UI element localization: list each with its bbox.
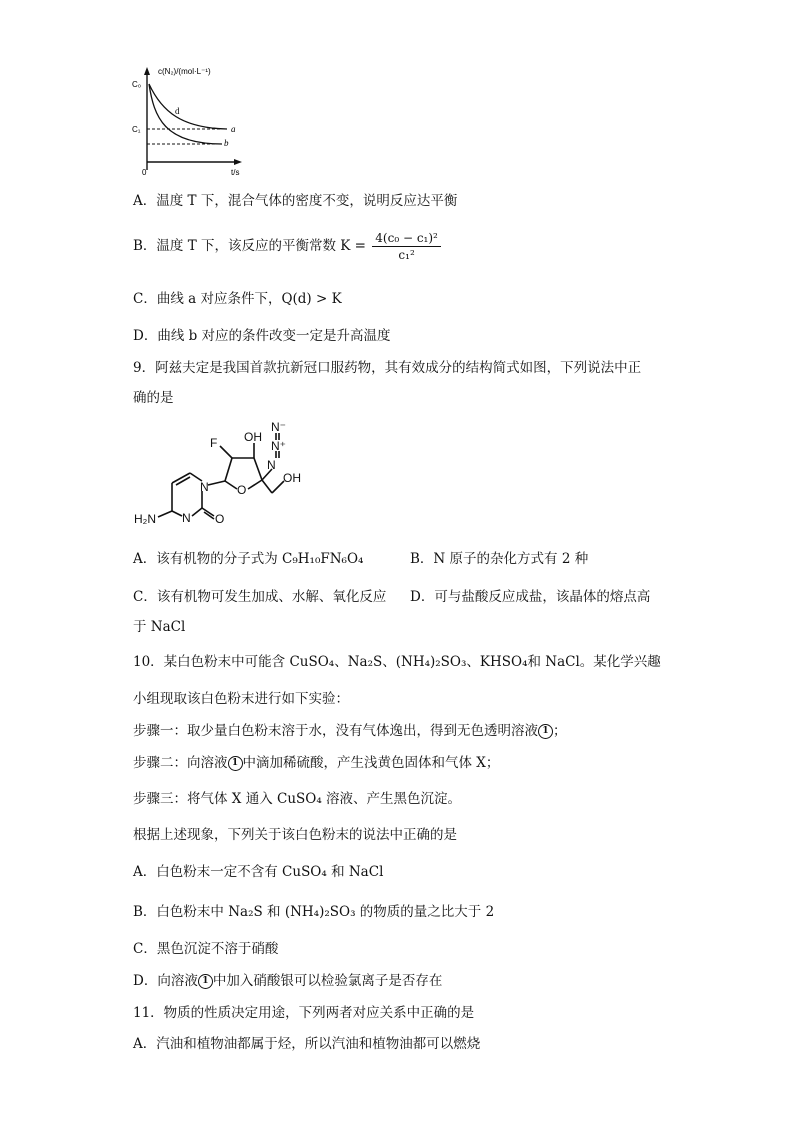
q9-option-b: B．N 原子的杂化方式有 2 种: [410, 551, 589, 567]
q10-option-d: [133, 971, 442, 991]
q11-stem: 11．物质的性质决定用途，下列两者对应关系中正确的是: [133, 1005, 475, 1021]
q10-step2: [133, 753, 499, 773]
atom-n-minus: N⁻: [271, 420, 286, 434]
q10-option-d-b: 中加入硝酸银可以检验氯离子是否存在: [212, 973, 443, 989]
q9-option-d-line1: D．可与盐酸反应成盐，该晶体的熔点高: [410, 589, 651, 605]
q8-option-b: [133, 228, 441, 264]
c0-label: C₀: [132, 80, 142, 89]
q10-step1-end: ；: [553, 723, 567, 739]
q10-question: 根据上述现象，下列关于该白色粉末的说法中正确的是: [133, 827, 457, 843]
equilibrium-constant-fraction: [372, 230, 441, 263]
q9-option-d-line2: 于 NaCl: [133, 619, 186, 635]
atom-f: F: [210, 436, 218, 450]
q10-stem-line1: 10．某白色粉末中可能含 CuSO₄、Na₂S、(NH₄)₂SO₃、KHSO₄和 NaCl。某化学兴趣: [133, 654, 661, 670]
q10-option-b: B．白色粉末中 Na₂S 和 (NH₄)₂SO₃ 的物质的量之比大于 2: [133, 904, 495, 920]
q8-option-b-text: B．温度 T 下，该反应的平衡常数 K =: [133, 238, 366, 254]
atom-o-carbonyl: O: [215, 512, 225, 526]
q11-option-a: A．汽油和植物油都属于烃，所以汽油和植物油都可以燃烧: [133, 1036, 481, 1052]
concentration-time-graph: [132, 62, 250, 180]
atom-h2n: H₂N: [134, 512, 156, 526]
atom-o-ring: O: [237, 483, 247, 497]
curve-a: [149, 84, 227, 129]
y-axis-label: c(N₂)/(mol·L⁻¹): [158, 67, 211, 76]
atom-n-plus: N⁺: [271, 439, 286, 453]
azvudine-structure: [130, 413, 320, 533]
fraction-denominator: c₁²: [398, 248, 415, 262]
curve-a-label: a: [231, 124, 236, 134]
q10-step2-a: 步骤二：向溶液: [133, 755, 228, 771]
solution-1-mark-3: 1: [198, 974, 213, 989]
atom-n-azide: N: [267, 458, 276, 472]
y-axis-arrow: [144, 67, 150, 75]
q10-option-d-a: D．向溶液: [133, 973, 198, 989]
q10-step2-b: 中滴加稀硫酸，产生浅黄色固体和气体 X；: [242, 755, 500, 771]
fraction-numerator: 4(c₀ − c₁)²: [372, 230, 441, 247]
q9-stem-line1: 9．阿兹夫定是我国首款抗新冠口服药物，其有效成分的结构简式如图，下列说法中正: [133, 360, 642, 376]
q9-stem-line2: 确的是: [133, 390, 174, 406]
q10-step1: [133, 721, 567, 741]
atom-n-ring: N: [182, 511, 191, 525]
q10-stem-line2: 小组现取该白色粉末进行如下实验：: [133, 691, 349, 707]
x-axis-label: t/s: [231, 168, 240, 177]
atom-n-link: N: [200, 480, 209, 494]
q8-option-a: A．温度 T 下，混合气体的密度不变，说明反应达平衡: [133, 193, 458, 209]
q10-option-c: C．黑色沉淀不溶于硝酸: [133, 941, 279, 957]
q10-step1-text: 步骤一：取少量白色粉末溶于水，没有气体逸出，得到无色透明溶液: [133, 723, 538, 739]
curve-b: [149, 84, 222, 144]
c1-label: C₁: [132, 125, 141, 134]
q9-option-a: A．该有机物的分子式为 C₉H₁₀FN₆O₄: [133, 551, 364, 567]
origin-label: 0: [142, 168, 147, 177]
atom-oh: OH: [244, 430, 262, 444]
solution-1-mark: 1: [538, 724, 553, 739]
atom-oh-2: OH: [283, 471, 301, 485]
solution-1-mark-2: 1: [228, 756, 243, 771]
x-axis-arrow: [234, 159, 242, 165]
q8-option-d: D．曲线 b 对应的条件改变一定是升高温度: [133, 328, 391, 344]
curve-b-label: b: [224, 138, 229, 148]
q10-step3: 步骤三：将气体 X 通入 CuSO₄ 溶液、产生黑色沉淀。: [133, 791, 462, 807]
point-d-label: d: [175, 106, 180, 116]
q10-option-a: A．白色粉末一定不含有 CuSO₄ 和 NaCl: [133, 864, 384, 880]
q8-option-c: C．曲线 a 对应条件下，Q(d) > K: [133, 291, 342, 307]
q9-option-c: C．该有机物可发生加成、水解、氧化反应: [133, 589, 387, 605]
